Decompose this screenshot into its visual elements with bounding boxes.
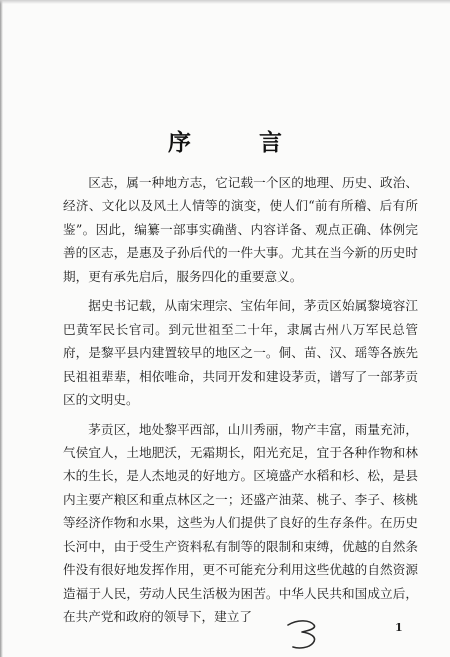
paragraph-1: 区志，属一种地方志，它记载一个区的地理、历史、政治、经济、文化以及风土人情等的演变，使人们“前有所稽、后有所鉴”。因此，编纂一部事实确凿、内容详备、观点正确、体例完善的区志，是惠及子孙后代的一件大事。尤其在当今新的历史时期，更有承先启后，服务四化的重要意义。: [63, 175, 418, 284]
paragraph-3: 茅贡区，地处黎平西部，山川秀丽，物产丰富，雨量充沛，气侯宜人，土地肥沃，无霜期长，阳光充足，宜于各种作物和林木的生长，是人杰地灵的好地方。区境盛产水稻和杉、松，是县内主要产粮区和重点林区之一；还盛产油菜、桃子、李子、核桃等经济作物和水果，这些为人们提供了良好的生存条件。在历史长河中，由于受生产资料私有制等的限制和束缚，优越的自然条件没有很好地发挥作用，更不可能充分利用这些优越的自然资源造福于人民，劳动人民生活极为困苦。中华人民共和国成立后，在共产党和政府的领导下，建立了: [63, 421, 418, 625]
page-number: 1: [395, 621, 403, 634]
scan-edge-shadow-left: [0, 0, 3, 657]
body-text: [63, 171, 418, 629]
page-title: 序 言: [167, 130, 312, 156]
handwritten-mark: [284, 616, 326, 652]
scan-edge-shadow-top: [0, 0, 450, 4]
paragraph-2: 据史书记载，从南宋理宗、宝佑年间，茅贡区始属黎境容江巴黄军民长官司。到元世祖至二十年，隶属古州八万军民总管府，是黎平县内建置较早的地区之一。侗、苗、汉、瑶等各族先民祖祖辈辈，相依唯命，共同开发和建设茅贡，谱写了一部茅贡区的文明史。: [63, 298, 418, 408]
